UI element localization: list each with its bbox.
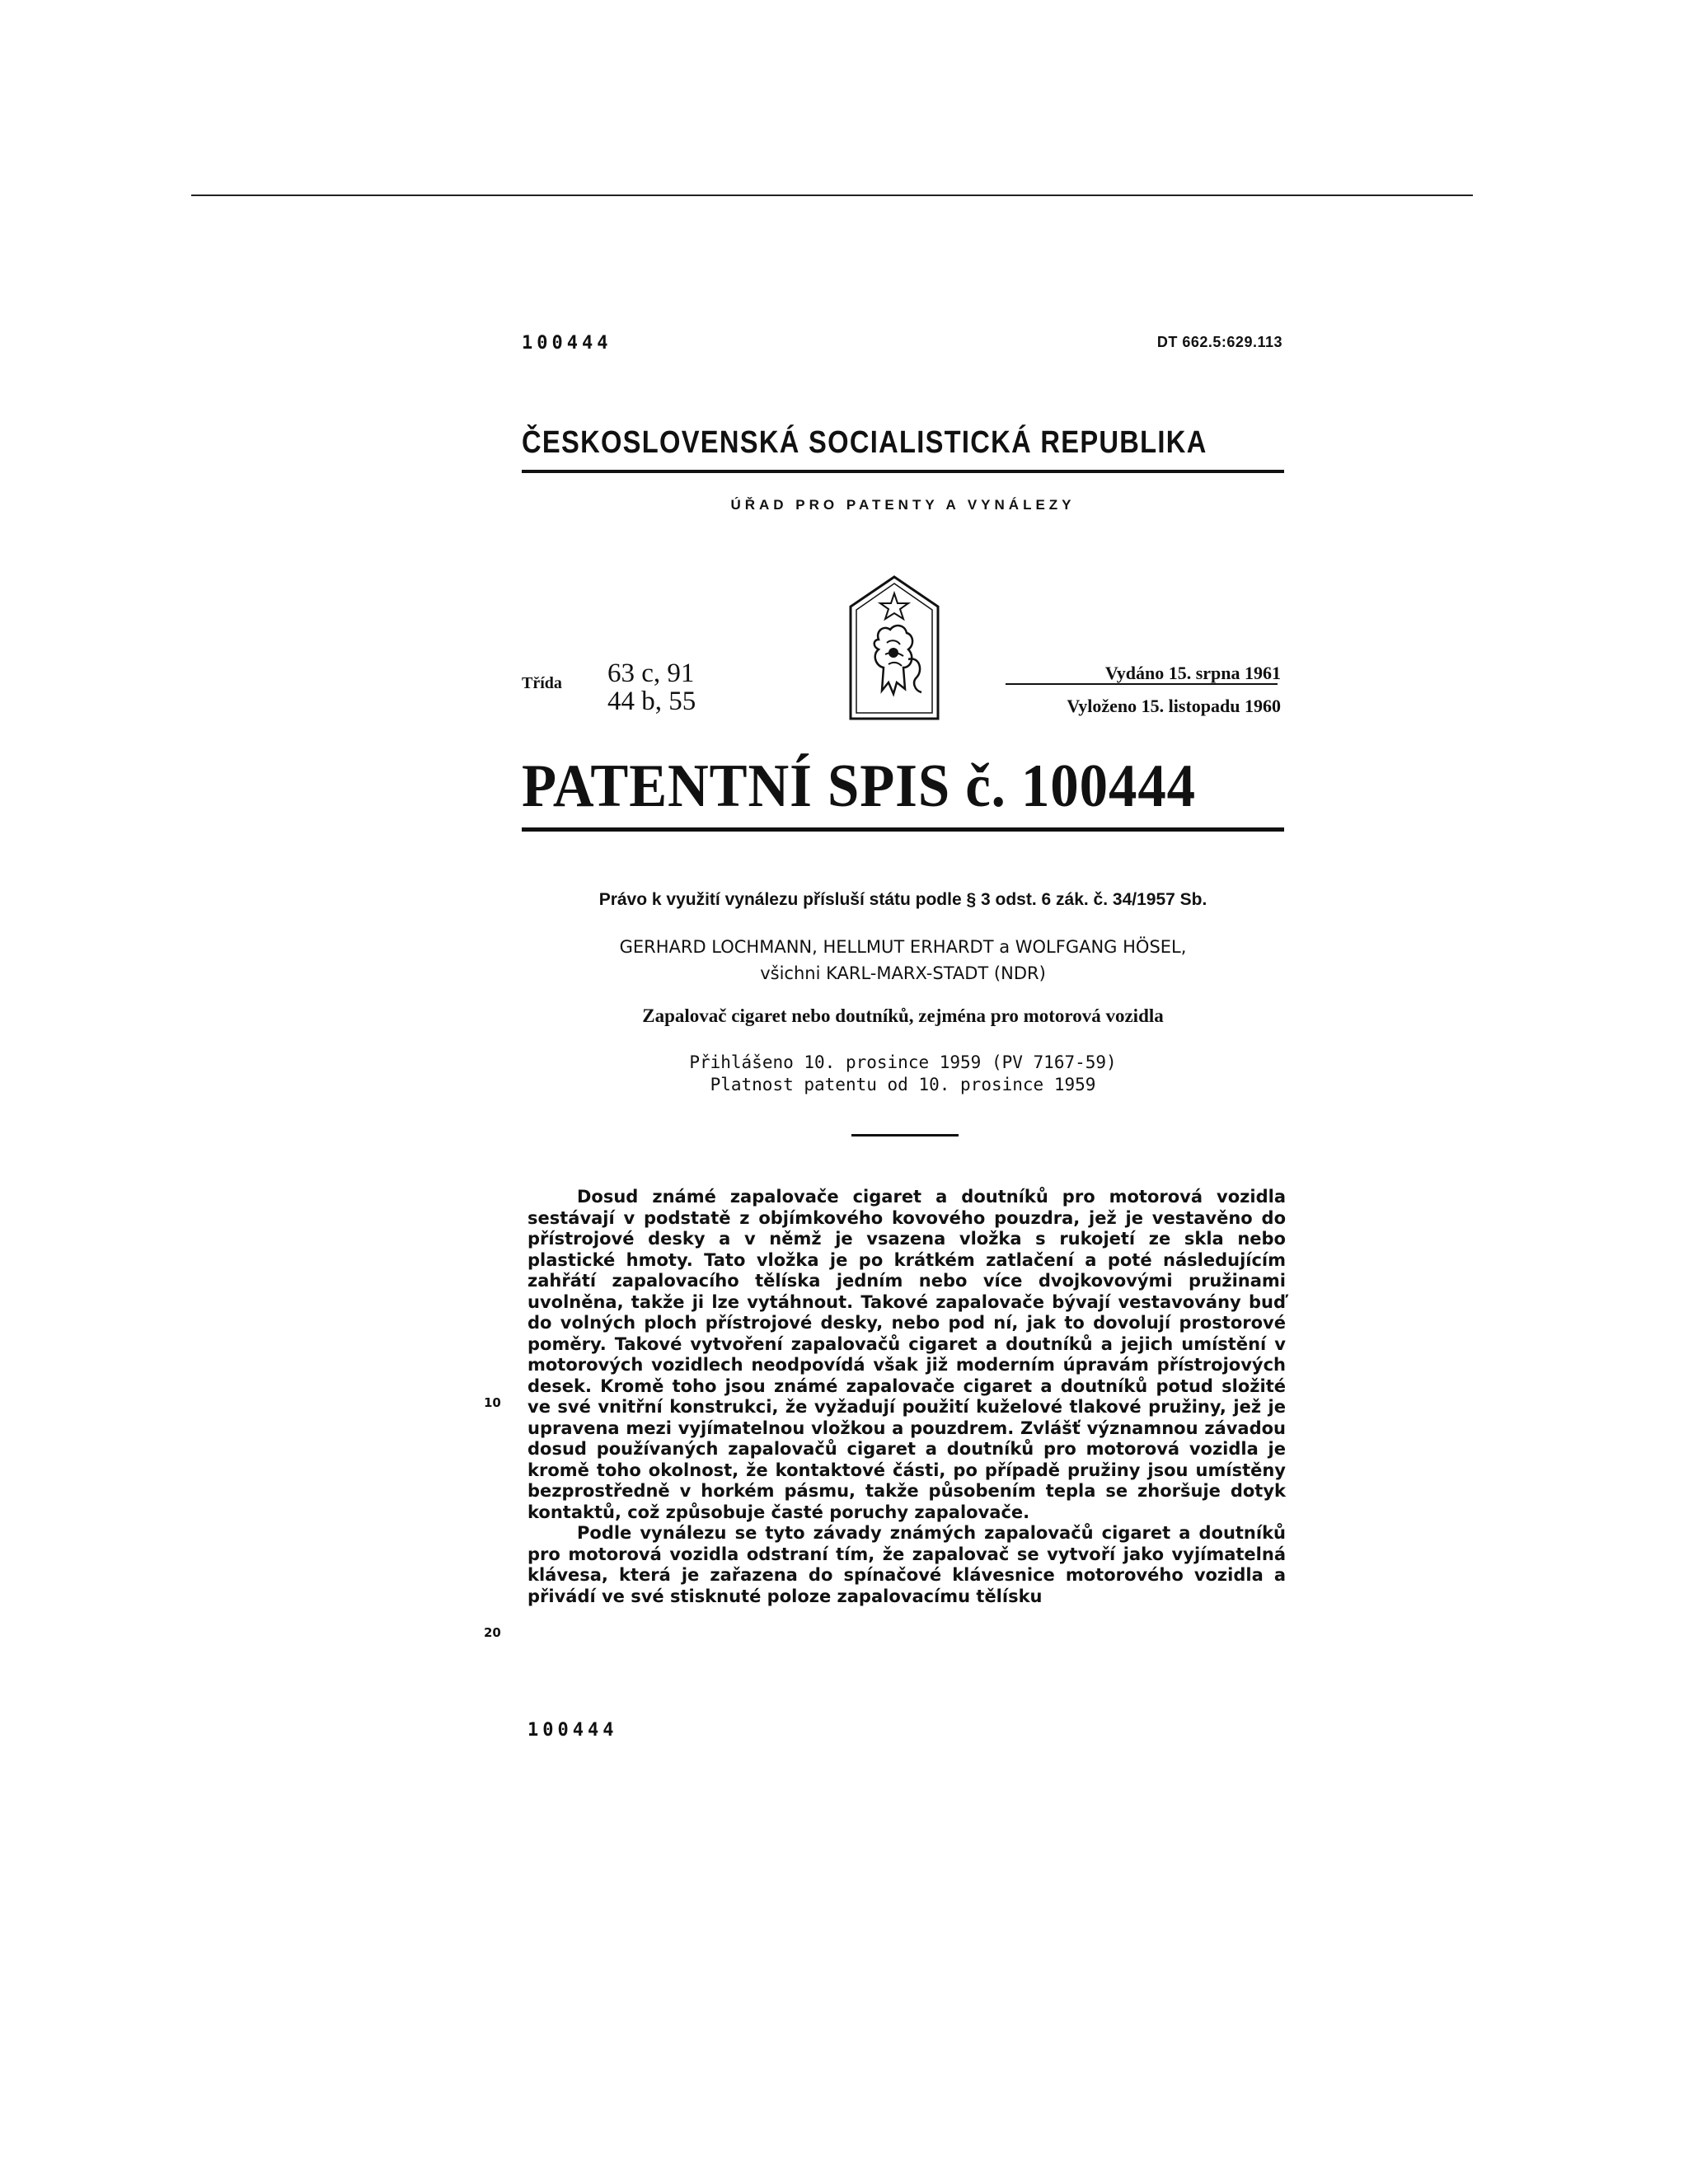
section-divider xyxy=(851,1134,959,1137)
class-label: Třída xyxy=(522,674,562,692)
office-name: ÚŘAD PRO PATENTY A VYNÁLEZY xyxy=(730,497,1076,513)
rights-statement: Právo k využití vynálezu přísluší státu podle § 3 odst. 6 zák. č. 34/1957 Sb. xyxy=(598,890,1207,909)
filing-info xyxy=(522,1052,1284,1096)
country-heading: ČESKOSLOVENSKÁ SOCIALISTICKÁ REPUBLIKA xyxy=(522,425,1207,460)
inventors xyxy=(522,934,1284,987)
line-number-20: 20 xyxy=(484,1625,501,1640)
footer-doc-number: 100444 xyxy=(528,1720,618,1741)
inventor-names: GERHARD LOCHMANN, HELLMUT ERHARDT a WOLFGANG HÖSEL, xyxy=(619,937,1187,957)
header-doc-number: 100444 xyxy=(522,333,612,354)
validity-date: Platnost patentu od 10. prosince 1959 xyxy=(710,1075,1096,1094)
line-number-10: 10 xyxy=(484,1395,501,1410)
patent-title: PATENTNÍ SPIS č. 100444 xyxy=(522,752,1197,820)
issued-date: Vydáno 15. srpna 1961 xyxy=(1104,663,1281,683)
country-rule xyxy=(522,470,1284,473)
invention-subject: Zapalovač cigaret nebo doutníků, zejména pro motorová vozidla xyxy=(642,1005,1164,1026)
class-values xyxy=(607,659,696,715)
class-line-2: 44 b, 55 xyxy=(607,687,696,716)
top-rule xyxy=(191,194,1473,196)
inventor-location: všichni KARL-MARX-STADT (NDR) xyxy=(760,963,1046,983)
udc-classification: DT 662.5:629.113 xyxy=(1156,334,1282,350)
class-line-1: 63 c, 91 xyxy=(607,658,695,688)
body-text xyxy=(528,1187,1286,1607)
issue-date-rule xyxy=(1006,683,1278,685)
filed-date: Přihlášeno 10. prosince 1959 (PV 7167-59) xyxy=(689,1052,1117,1072)
body-paragraph-2: Podle vynálezu se tyto závady známých zapalovačů cigaret a doutníků pro motorová vozidla odstraní tím, že zapalovač se vytvoří jako vyjímatelná klávesa, která je zařazena do spínačové klávesnice motorového vozidla a přivádí ve své stisknuté poloze zapalovacímu tělísku xyxy=(528,1523,1286,1606)
issue-dates xyxy=(1067,657,1281,723)
laid-out-date: Vyloženo 15. listopadu 1960 xyxy=(1067,696,1281,716)
body-paragraph-1: Dosud známé zapalovače cigaret a doutníků pro motorová vozidla sestávají v podstatě z objímkového kovového pouzdra, jež je vestavěno do přístrojové desky a v němž je vsazena vložka s rukojetí ze skla nebo plastické hmoty. Tato vložka je po krátkém zatlačení a poté následujícím zahřátí zapalovacího tělíska jedním nebo více dvojkovovými pružinami uvolněna, takže ji lze vytáhnout. Takové zapalovače bývají vestavovány buď do volných ploch přístrojové desky, nebo pod ní, jak to dovolují prostorové poměry. Takové vytvoření zapalovačů cigaret a doutníků a jejich umístění v motorových vozidlech neodpovídá však již moderním úpravám přístrojových desek. Kromě toho jsou známé zapalovače cigaret a doutníků potud složité ve své vnitřní konstrukci, že vyžadují použití kuželové tlakové pružiny, jež je upravena mezi vyjímatelnou vložkou a pouzdrem. Zvlášť významnou závadou dosud používaných zapalovačů cigaret a doutníků pro motorová vozidla je kromě toho okolnost, že kontaktové části, po případě pružiny jsou umístěny bezprostředně v horkém pásmu, takže působením tepla se zhoršuje dotyk kontaktů, což způsobuje časté poruchy zapalovače. xyxy=(528,1187,1286,1522)
state-emblem-icon xyxy=(846,574,943,729)
title-rule xyxy=(522,827,1284,832)
